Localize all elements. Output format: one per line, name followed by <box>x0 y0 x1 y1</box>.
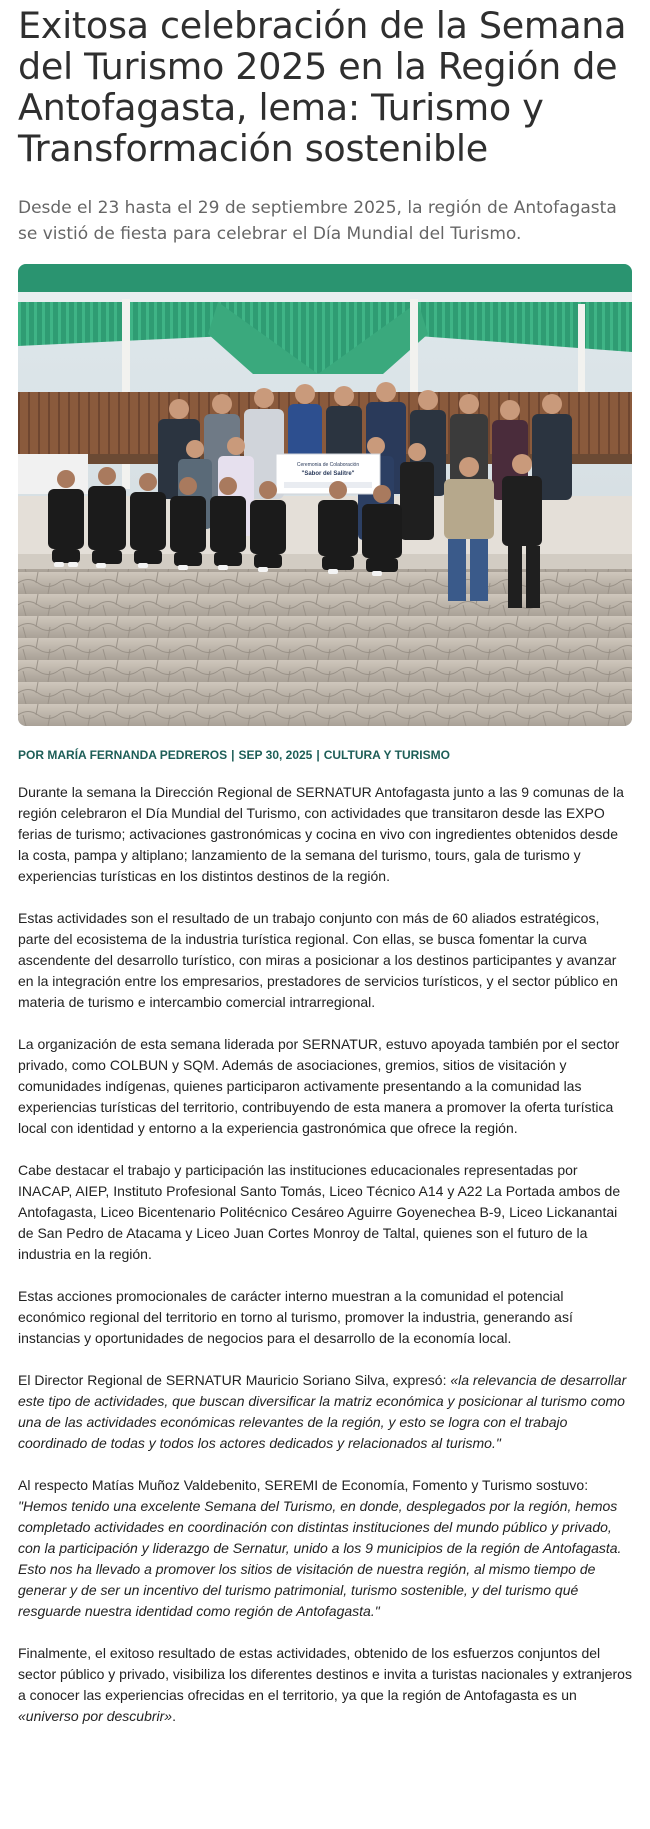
group-photo-illustration <box>18 264 632 726</box>
byline-category-link[interactable]: CULTURA Y TURISMO <box>323 748 450 762</box>
article-body <box>18 782 632 1727</box>
quote-seremi: "Hemos tenido una excelente Semana del Turismo, en donde, desplegados por la región, hemos completado actividades en coordinación con distintas instituciones del mundo público y privado, con la participación y liderazgo de Sernatur, unido a los 9 municipios de la región de Antofagasta. Esto nos ha llevado a promover los sitios de visitación de nuestra región, al mismo tiempo de generar y de ser un incentivo del turismo patrimonial, turismo sostenible, y del turismo qué resguarde nuestra identidad como región de Antofagasta." <box>18 1498 622 1619</box>
paragraph-6 <box>18 1370 632 1454</box>
paragraph-2: Estas actividades son el resultado de un trabajo conjunto con más de 60 aliados estratégicos, parte del ecosistema de la industria turística regional. Con ellas, se busca fomentar la curva ascendente del desarrollo turístico, con miras a posicionar a los destinos participantes y avanzar en la integración entre los empresarios, prestadores de servicios turísticos, y el sector público en materia de turismo e intercambio comercial intrarregional. <box>18 910 618 1010</box>
byline-date: SEP 30, 2025 <box>238 748 313 762</box>
byline-separator: | <box>316 748 320 762</box>
paragraph-5: Estas acciones promocionales de carácter interno muestran a la comunidad el potencial económico regional del territorio en torno al turismo, promover la industria, generando así instancias y oportunidades de negocios para el desarrollo de la economía local. <box>18 1288 573 1346</box>
featured-photo <box>18 264 632 726</box>
byline-separator: | <box>231 748 235 762</box>
paragraph-1: Durante la semana la Dirección Regional de SERNATUR Antofagasta junto a las 9 comunas de la región celebraron el Día Mundial del Turismo, con actividades que transitaron desde las EXPO ferias de turismo; activaciones gastronómicas y cocina en vivo con ingredientes obtenidos desde la costa, pampa y altiplano; lanzamiento de la semana del turismo, tours, gala de turismo y experiencias turísticas en los distintos destinos de la región. <box>18 784 624 884</box>
paragraph-8-end: . <box>172 1708 176 1724</box>
paragraph-7-intro: Al respecto Matías Muñoz Valdebenito, SEREMI de Economía, Fomento y Turismo sostuvo: <box>18 1477 589 1493</box>
byline-author-link[interactable]: MARÍA FERNANDA PEDREROS <box>47 748 228 762</box>
article-subtitle: Desde el 23 hasta el 29 de septiembre 2025, la región de Antofagasta se vistió de fiesta para celebrar el Día Mundial del Turismo. <box>18 198 617 244</box>
paragraph-8 <box>18 1643 632 1727</box>
paragraph-8-intro: Finalmente, el exitoso resultado de estas actividades, obtenido de los esfuerzos conjuntos del sector público y privado, visibiliza los diferentes destinos e invita a turistas nacionales y extranjeros a conocer las experiencias ofrecidas en el territorio, ya que la región de Antofagasta es un <box>18 1645 632 1703</box>
quote-director: «la relevancia de desarrollar este tipo de actividades, que buscan diversificar la matriz económica y posicionar al turismo como una de las actividades económicas relevantes de la región, y esto se logra con el trabajo coordinado de todas y todos los actores dedicados y relacionados al turismo." <box>18 1372 627 1451</box>
byline-prefix: POR <box>18 748 45 762</box>
article-title: Exitosa celebración de la Semana del Turismo 2025 en la Región de Antofagasta, lema: Turismo y Transformación sostenible <box>18 4 627 170</box>
sign-text-line1: Ceremonia de Colaboración <box>296 462 360 468</box>
paragraph-3: La organización de esta semana liderada por SERNATUR, estuvo apoyada también por el sector privado, como COLBUN y SQM. Además de asociaciones, gremios, sitios de visitación y comunidades indígenas, quienes participaron activamente presentando a la comunidad las experiencias turísticas del territorio, contribuyendo de esta manera a promover la oferta turística local con identidad y entorno a la experiencia gastronómica que ofrece la región. <box>18 1036 620 1136</box>
quote-universo: «universo por descubrir» <box>18 1708 173 1724</box>
paragraph-6-intro: El Director Regional de SERNATUR Mauricio Soriano Silva, expresó: <box>18 1372 451 1388</box>
paragraph-7 <box>18 1475 632 1622</box>
sign-text-line2: "Sabor del Salitre" <box>301 471 355 477</box>
article-byline <box>18 747 632 763</box>
paragraph-4: Cabe destacar el trabajo y participación las instituciones educacionales representadas por INACAP, AIEP, Instituto Profesional Santo Tomás, Liceo Técnico A14 y A22 La Portada ambos de Antofagasta, Liceo Bicentenario Politécnico Cesáreo Aguirre Goyenechea B-9, Liceo Lickanantai de San Pedro de Atacama y Liceo Juan Cortes Monroy de Taltal, quienes son el futuro de la industria en la región. <box>18 1162 621 1262</box>
